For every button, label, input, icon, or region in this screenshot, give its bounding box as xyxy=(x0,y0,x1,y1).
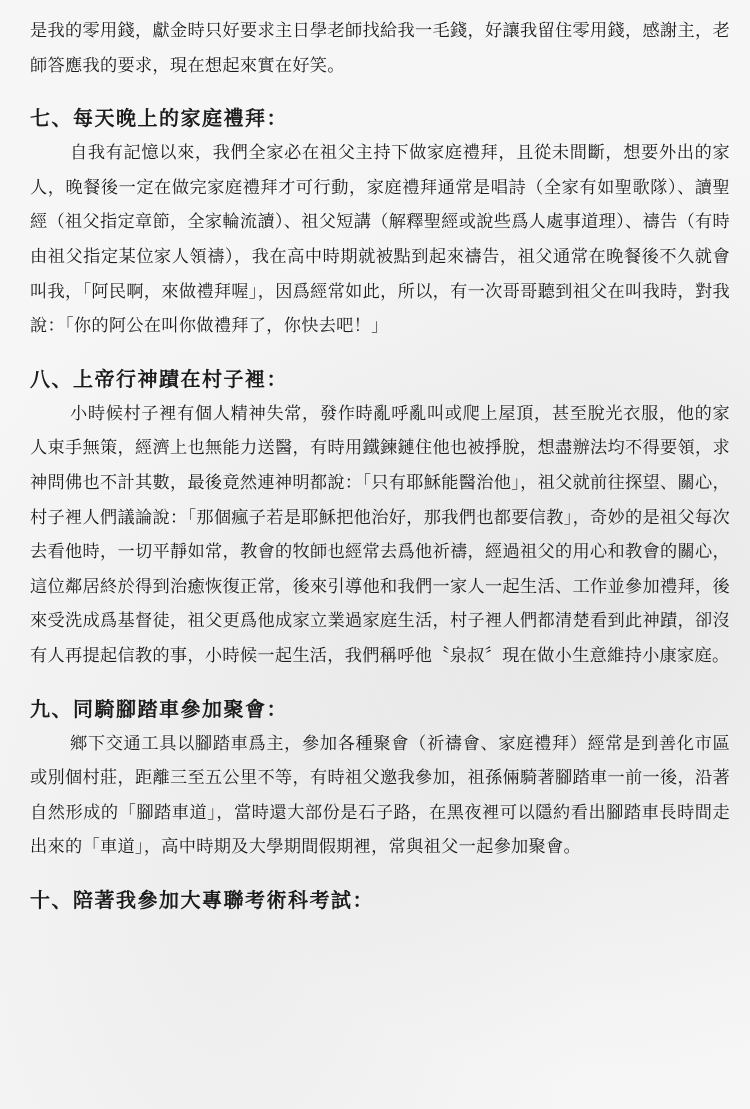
section-7-body: 自我有記憶以來，我們全家必在祖父主持下做家庭禮拜，且從未間斷，想要外出的家人，晚餐後一定在做完家庭禮拜才可行動，家庭禮拜通常是唱詩（全家有如聖歌隊）、讀聖經（祖父指定章節，全家輪流讀）、祖父短講（解釋聖經或說些爲人處事道理）、禱告（有時由祖父指定某位家人領禱），我在高中時期就被點到起來禱告，祖父通常在晚餐後不久就會叫我，「阿民啊，來做禮拜喔」，因爲經常如此，所以，有一次哥哥聽到祖父在叫我時，對我說：「你的阿公在叫你做禮拜了，你快去吧！」 xyxy=(30,143,730,337)
intro-paragraph: 是我的零用錢，獻金時只好要求主日學老師找給我一毛錢，好讓我留住零用錢，感謝主，老師答應我的要求，現在想起來實在好笑。 xyxy=(30,21,730,76)
section-8-title: 八、上帝行神蹟在村子裡： xyxy=(30,366,288,391)
section-10-title: 十、陪著我參加大專聯考術科考試： xyxy=(30,887,374,912)
section-8-body: 小時候村子裡有個人精神失常，發作時亂呼亂叫或爬上屋頂，甚至脫光衣服，他的家人束手無策，經濟上也無能力送醫，有時用鐵鍊鏈住他也被掙脫，想盡辦法均不得要領，求神問佛也不計其數，最後竟然連神明都說：「只有耶穌能醫治他」，祖父就前往探望、關心，村子裡人們議論說：「那個瘋子若是耶穌把他治好，那我們也都要信教」，奇妙的是祖父每次去看他時，一切平靜如常，教會的牧師也經常去爲他祈禱，經過祖父的用心和教會的關心，這位鄰居終於得到治癒恢復正常，後來引導他和我們一家人一起生活、工作並參加禮拜，後來受洗成爲基督徒，祖父更爲他成家立業過家庭生活，村子裡人們都清楚看到此神蹟，卻沒有人再提起信教的事，小時候一起生活，我們稱呼他〝泉叔〞現在做小生意維持小康家庭。 xyxy=(30,403,730,666)
section-7-title: 七、每天晚上的家庭禮拜： xyxy=(30,106,288,131)
section-9-title: 九、同騎腳踏車參加聚會： xyxy=(30,696,288,721)
document-content xyxy=(30,14,730,918)
section-9-body: 鄉下交通工具以腳踏車爲主，參加各種聚會（祈禱會、家庭禮拜）經常是到善化市區或別個村莊，距離三至五公里不等，有時祖父邀我參加，祖孫倆騎著腳踏車一前一後，沿著自然形成的「腳踏車道」，當時還大部份是石子路，在黑夜裡可以隱約看出腳踏車長時間走出來的「車道」，高中時期及大學期間假期裡，常與祖父一起參加聚會。 xyxy=(30,733,730,858)
